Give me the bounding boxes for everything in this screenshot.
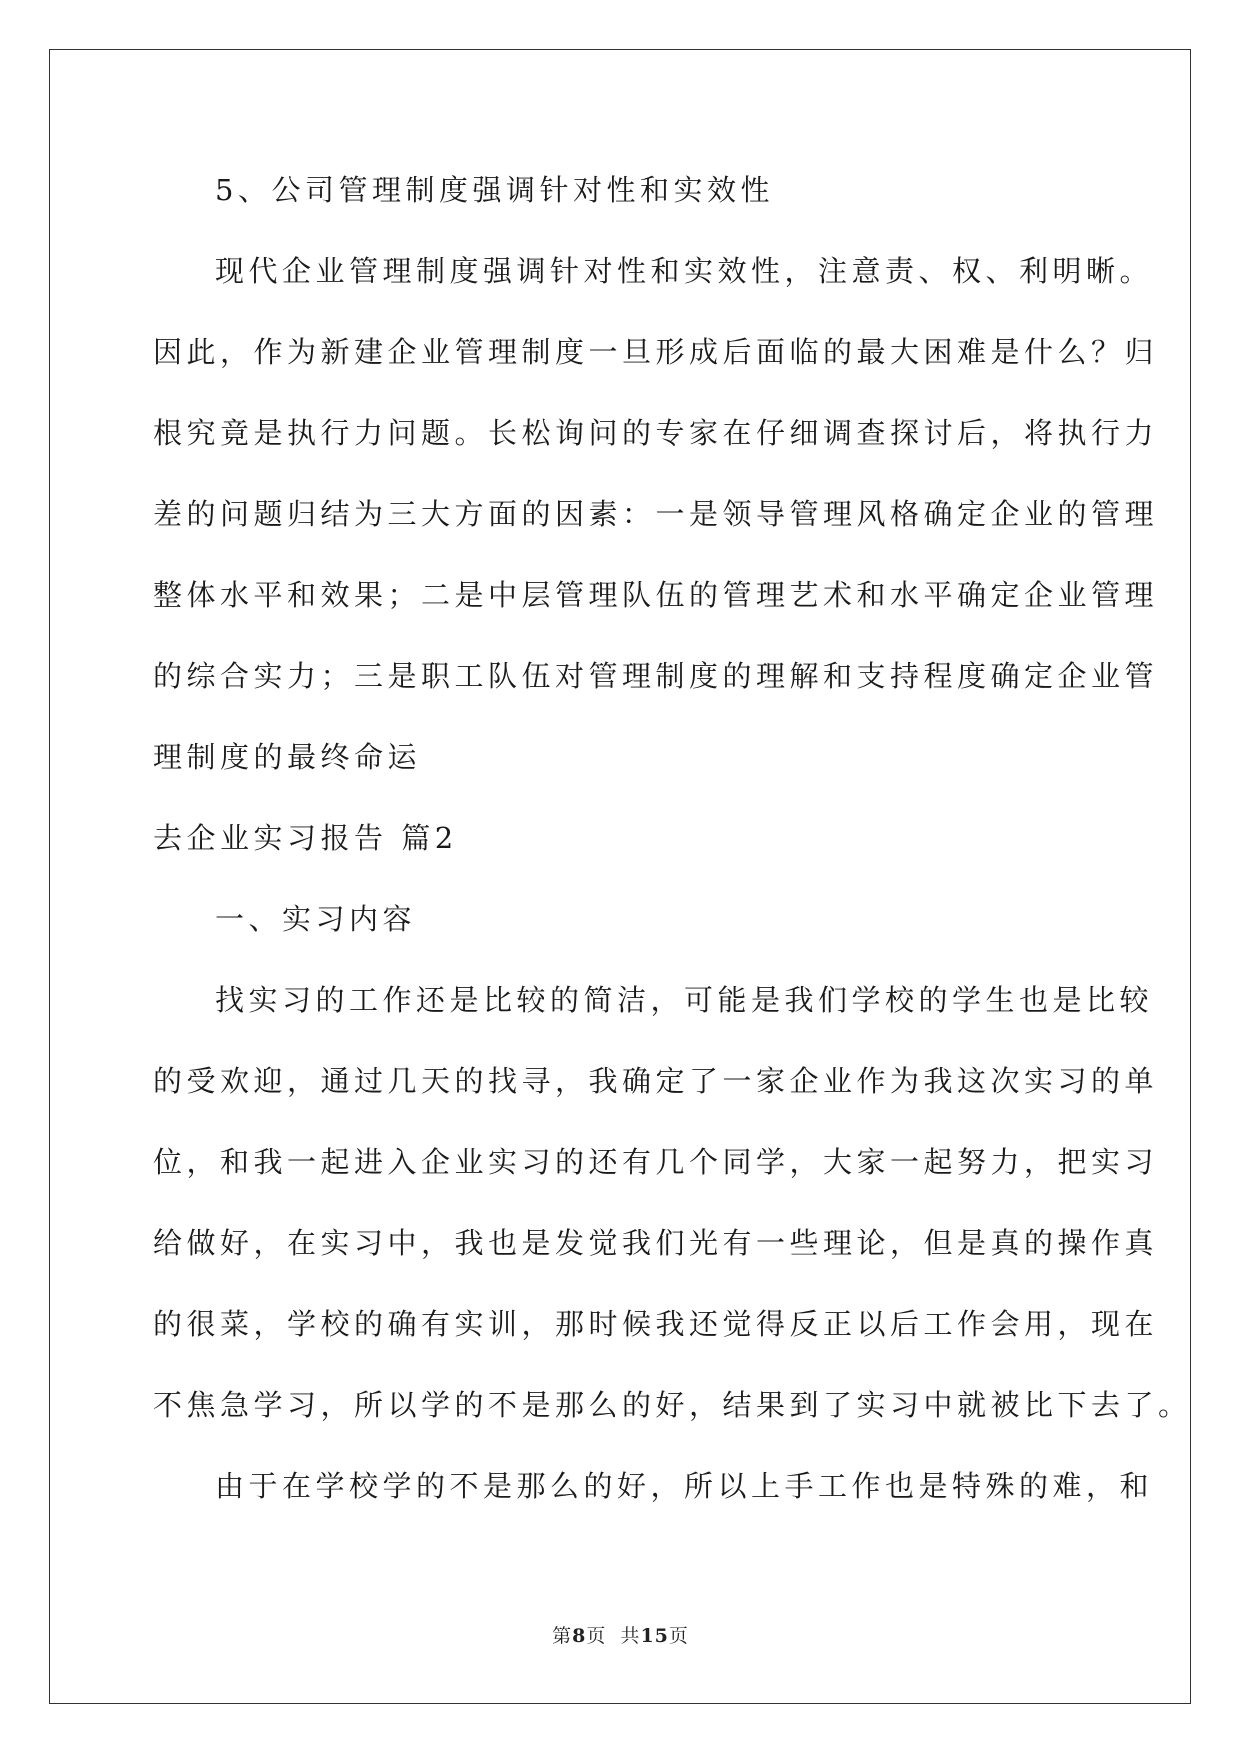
- paragraph-line: 的综合实力；三是职工队伍对管理制度的理解和支持程度确定企业管: [153, 659, 1159, 693]
- paragraph-line: 现代企业管理制度强调针对性和实效性，注意责、权、利明晰。: [215, 254, 1154, 288]
- paragraph-line: 给做好，在实习中，我也是发觉我们光有一些理论，但是真的操作真: [153, 1226, 1159, 1260]
- footer-suffix: 页: [668, 1625, 689, 1647]
- paragraph-line: 由于在学校学的不是那么的好，所以上手工作也是特殊的难，和: [215, 1469, 1154, 1503]
- footer-middle: 页 共: [586, 1625, 641, 1647]
- paragraph-line: 理制度的最终命运: [153, 740, 422, 774]
- paragraph-line: 的受欢迎，通过几天的找寻，我确定了一家企业作为我这次实习的单: [153, 1064, 1159, 1098]
- document-body: [153, 150, 1192, 1527]
- paragraph-line: 位，和我一起进入企业实习的还有几个同学，大家一起努力，把实习: [153, 1145, 1159, 1179]
- section-heading: 一、实习内容: [215, 902, 417, 936]
- footer-prefix: 第: [552, 1625, 573, 1647]
- footer-page-number: 8: [572, 1625, 587, 1647]
- paragraph-line: 整体水平和效果；二是中层管理队伍的管理艺术和水平确定企业管理: [153, 578, 1159, 612]
- footer-total-pages: 15: [640, 1625, 669, 1647]
- page-footer: [0, 1621, 1241, 1648]
- section-heading: 5、公司管理制度强调针对性和实效性: [215, 173, 774, 207]
- paragraph-line: 的很菜，学校的确有实训，那时候我还觉得反正以后工作会用，现在: [153, 1307, 1159, 1341]
- paragraph-line: 根究竟是执行力问题。长松询问的专家在仔细调查探讨后，将执行力: [153, 416, 1159, 450]
- paragraph-line: 找实习的工作还是比较的简洁，可能是我们学校的学生也是比较: [215, 983, 1154, 1017]
- article-title: 去企业实习报告 篇2: [153, 821, 458, 855]
- paragraph-line: 不焦急学习，所以学的不是那么的好，结果到了实习中就被比下去了。: [153, 1388, 1192, 1422]
- paragraph-line: 差的问题归结为三大方面的因素：一是领导管理风格确定企业的管理: [153, 497, 1159, 531]
- paragraph-line: 因此，作为新建企业管理制度一旦形成后面临的最大困难是什么？归: [153, 335, 1159, 369]
